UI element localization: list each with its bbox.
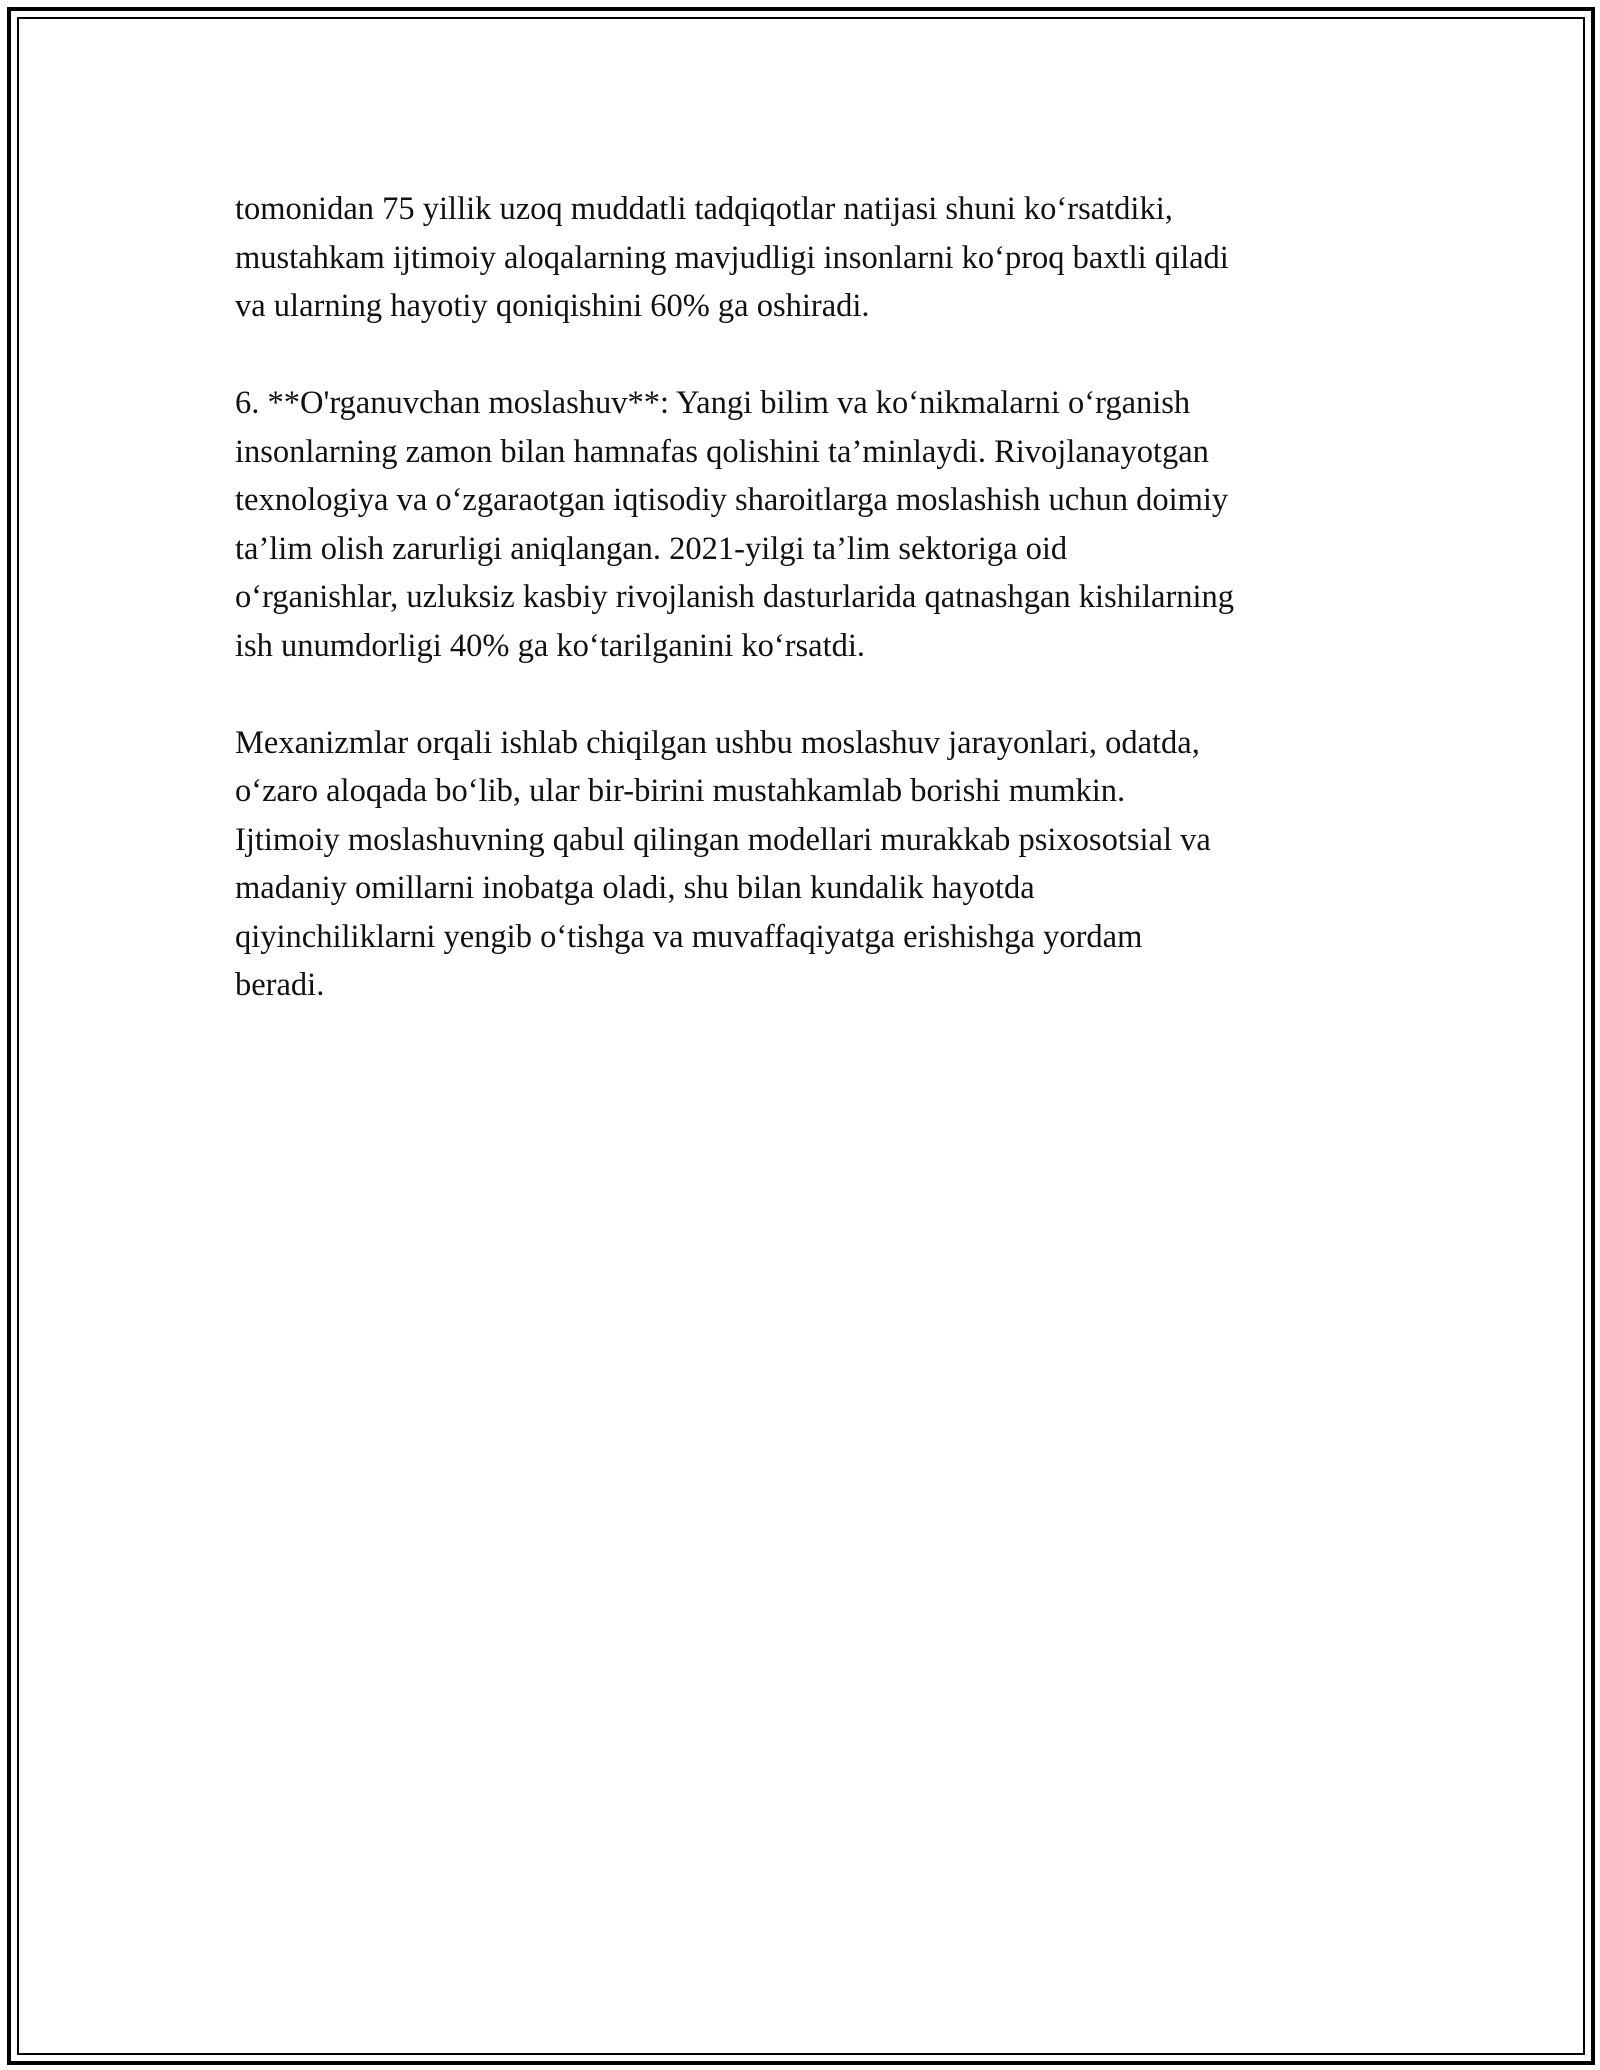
- text-line: insonlarning zamon bilan hamnafas qolishini ta’minlaydi. Rivojlanayotgan: [235, 433, 1209, 470]
- text-line: o‘zaro aloqada bo‘lib, ular bir-birini mustahkamlab borishi mumkin.: [235, 773, 1126, 809]
- paragraph-learning-adaptation: [235, 379, 1385, 670]
- text-line: 6. **O'rganuvchan moslashuv**: Yangi bilim va ko‘nikmalarni o‘rganish: [235, 385, 1191, 421]
- text-line: madaniy omillarni inobatga oladi, shu bilan kundalik hayotda: [235, 870, 1035, 906]
- document-body: [235, 185, 1385, 1058]
- text-line: texnologiya va o‘zgaraotgan iqtisodiy sharoitlarga moslashish uchun doimiy: [235, 482, 1229, 518]
- paragraph-continuation: [235, 185, 1385, 331]
- text-line: va ularning hayotiy qoniqishini 60% ga oshiradi.: [235, 288, 870, 324]
- text-line: o‘rganishlar, uzluksiz kasbiy rivojlanish dasturlarida qatnashgan kishilarning: [235, 579, 1235, 615]
- text-line: mustahkam ijtimoiy aloqalarning mavjudligi insonlarni ko‘proq baxtli qiladi: [235, 239, 1229, 276]
- text-line: ta’lim olish zarurligi aniqlangan. 2021-yilgi ta’lim sektoriga oid: [235, 530, 1068, 567]
- text-line: Ijtimoiy moslashuvning qabul qilingan modellari murakkab psixosotsial va: [235, 821, 1211, 858]
- text-line: qiyinchiliklarni yengib o‘tishga va muvaffaqiyatga erishishga yordam: [235, 918, 1143, 955]
- text-line: Mexanizmlar orqali ishlab chiqilgan ushbu moslashuv jarayonlari, odatda,: [235, 724, 1200, 761]
- text-line: tomonidan 75 yillik uzoq muddatli tadqiqotlar natijasi shuni ko‘rsatdiki,: [235, 191, 1173, 227]
- text-line: ish unumdorligi 40% ga ko‘tarilganini ko‘rsatdi.: [235, 627, 866, 664]
- paragraph-conclusion: [235, 719, 1385, 1010]
- text-line: beradi.: [235, 967, 325, 1003]
